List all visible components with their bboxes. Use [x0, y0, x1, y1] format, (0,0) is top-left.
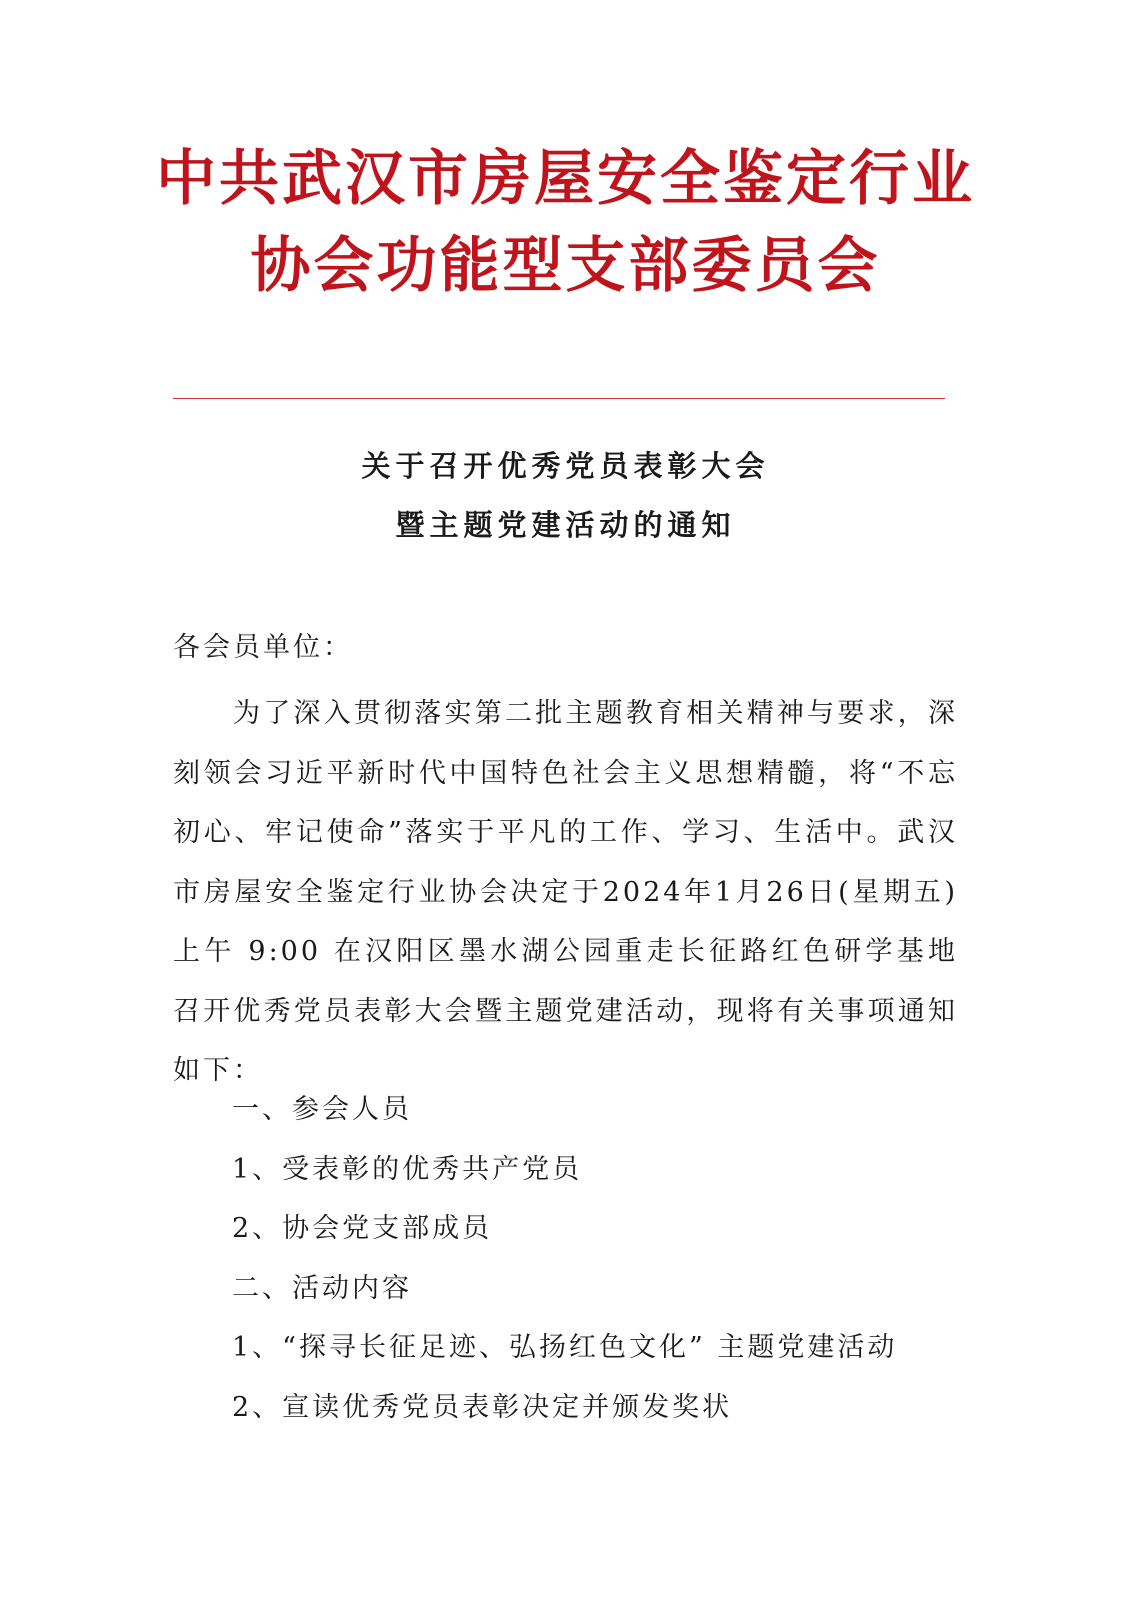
list-item: 2、协会党支部成员 [232, 1213, 493, 1244]
list-item: 1、“探寻长征足迹、弘扬红色文化” 主题党建活动 [232, 1332, 898, 1363]
body-paragraph: 为了深入贯彻落实第二批主题教育相关精神与要求，深刻领会习近平新时代中国特色社会主义思想精髓，将“不忘初心、牢记使命”落实于平凡的工作、学习、生活中。武汉市房屋安全鉴定行业协会决定于2024年1月26日(星期五)上午 9:00 在汉阳区墨水湖公园重走长征路红色研学基地召开优秀党员表彰大会暨主题党建活动，现将有关事项通知如下： [173, 698, 958, 1086]
list-item: 1、受表彰的优秀共产党员 [232, 1153, 583, 1185]
section-heading-activities: 二、活动内容 [232, 1272, 412, 1304]
section-heading-attendees: 一、参会人员 [232, 1094, 412, 1125]
notice-title-line-2: 暨主题党建活动的通知 [395, 508, 736, 542]
red-divider [173, 398, 945, 399]
header-title-line-2: 协会功能型支部委员会 [250, 231, 881, 301]
header-title-line-1: 中共武汉市房屋安全鉴定行业 [156, 144, 975, 214]
salutation: 各会员单位： [173, 632, 353, 663]
list-item: 2、宣读优秀党员表彰决定并颁发奖状 [232, 1391, 733, 1423]
section-list [232, 1090, 972, 1447]
notice-title-line-1: 关于召开优秀党员表彰大会 [361, 449, 770, 483]
